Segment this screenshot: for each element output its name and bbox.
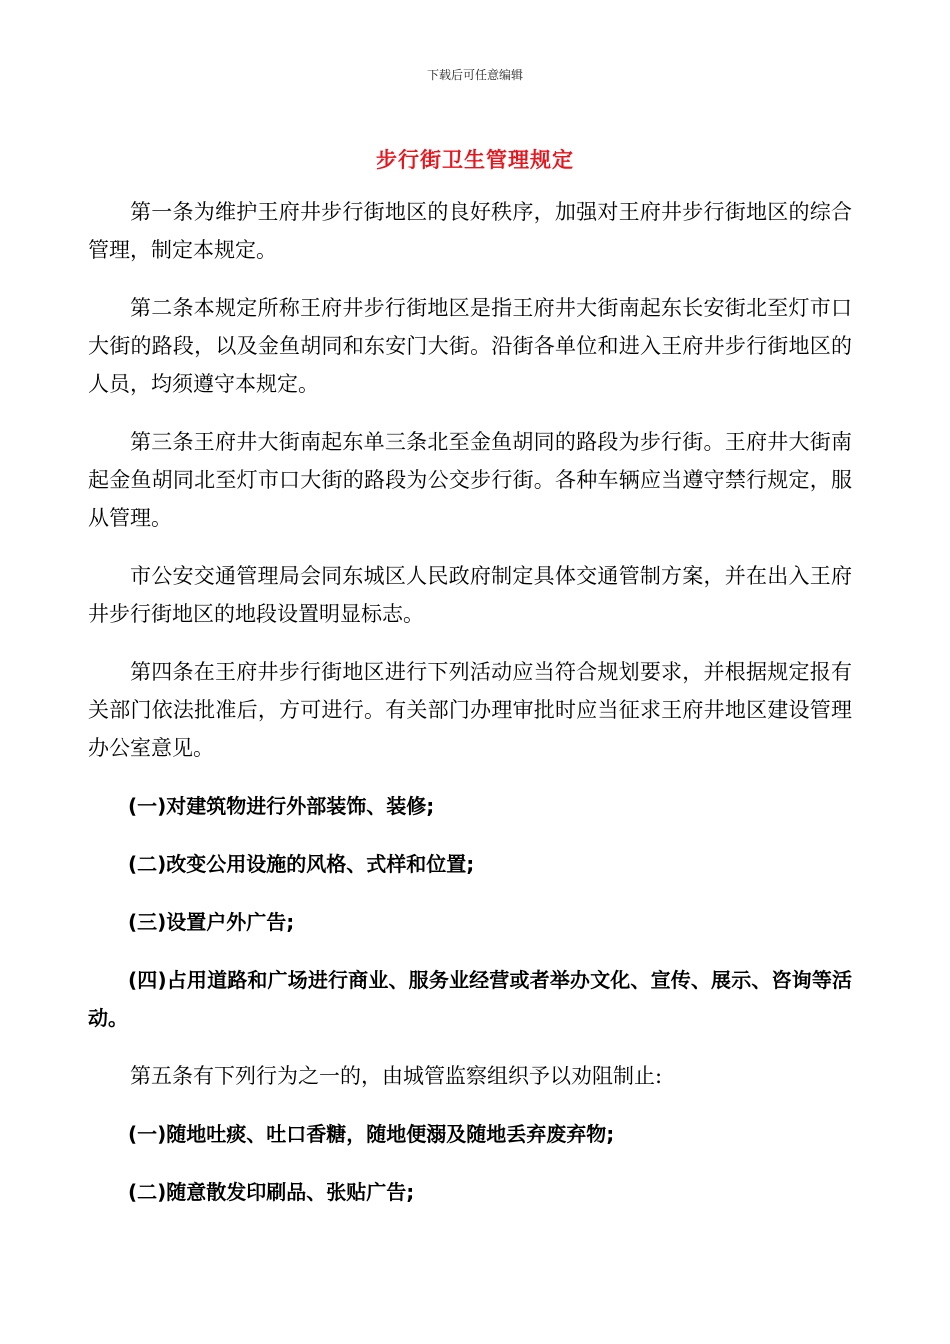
paragraph-article-5: 第五条有下列行为之一的，由城管监察组织予以劝阻制止: [130, 1064, 663, 1088]
list-item-4-1: (一)对建筑物进行外部装饰、装修; [128, 794, 435, 818]
paragraph-article-2: 第二条本规定所称王府井步行街地区是指王府井大街南起东长安街北至灯市口大街的路段，以及金鱼胡同和东安门大街。沿街各单位和进入王府井步行街地区的人员，均须遵守本规定。 [88, 296, 852, 396]
paragraph-article-1: 第一条为维护王府井步行街地区的良好秩序，加强对王府井步行街地区的综合管理，制定本规定。 [88, 200, 852, 262]
list-item-4-2: (二)改变公用设施的风格、式样和位置; [128, 852, 475, 876]
list-item-5-1: (一)随地吐痰、吐口香糖，随地便溺及随地丢弃废弃物; [128, 1122, 615, 1146]
list-item-4-4: (四)占用道路和广场进行商业、服务业经营或者举办文化、宣传、展示、咨询等活动。 [88, 968, 852, 1030]
list-item-5-2: (二)随意散发印刷品、张贴广告; [128, 1180, 415, 1204]
document-body [88, 193, 852, 1211]
list-item-4-3: (三)设置户外广告; [128, 910, 295, 934]
paragraph-article-4: 第四条在王府井步行街地区进行下列活动应当符合规划要求，并根据规定报有关部门依法批准后，方可进行。有关部门办理审批时应当征求王府井地区建设管理办公室意见。 [88, 660, 852, 760]
document-title: 步行街卫生管理规定 [376, 147, 574, 172]
paragraph-traffic-control: 市公安交通管理局会同东城区人民政府制定具体交通管制方案，并在出入王府井步行街地区的地段设置明显标志。 [88, 564, 852, 626]
paragraph-article-3: 第三条王府井大街南起东单三条北至金鱼胡同的路段为步行街。王府井大街南起金鱼胡同北至灯市口大街的路段为公交步行街。各种车辆应当遵守禁行规定，服从管理。 [88, 430, 852, 530]
header-note: 下载后可任意编辑 [426, 68, 523, 82]
